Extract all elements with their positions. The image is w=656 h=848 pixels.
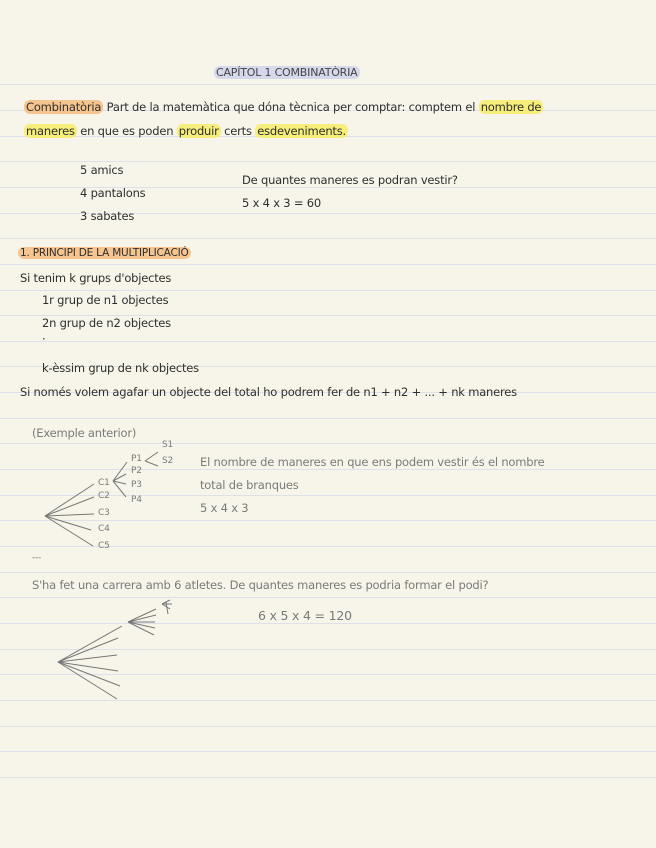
definition-text-3: certs xyxy=(220,124,256,138)
highlight-esdeveniments: esdeveniments. xyxy=(257,124,346,138)
section-line: Si només volem agafar un objecte del total ho podrem fer de n1 + n2 + ... + nk maneres xyxy=(20,385,517,399)
tree-label: C5 xyxy=(98,541,110,551)
answer-120: 6 x 5 x 4 = 120 xyxy=(258,608,352,623)
highlight-nombre: nombre de xyxy=(480,100,542,114)
tree-label: C3 xyxy=(98,508,110,518)
section-heading-text: 1. PRINCIPI DE LA MULTIPLICACIÓ xyxy=(20,247,189,259)
tree-label: S1 xyxy=(162,440,174,450)
tree-label: P3 xyxy=(131,480,142,490)
tree-label: S2 xyxy=(162,456,174,466)
section-line: · xyxy=(42,332,46,346)
clothing-tree xyxy=(45,452,158,546)
example-text-2: total de branques xyxy=(200,478,299,492)
definition-text-2: en que es poden xyxy=(76,124,177,138)
section-line: 1r grup de n1 objectes xyxy=(42,293,169,307)
example-text-1: El nombre de maneres en que ens podem vestir és el nombre xyxy=(200,455,545,469)
section-line: Si tenim k grups d'objectes xyxy=(20,271,172,285)
example-formula: 5 x 4 x 3 xyxy=(200,501,249,515)
tree-label: P1 xyxy=(131,454,142,464)
tree-label: P2 xyxy=(131,466,142,476)
highlight-produir: produir xyxy=(178,124,219,138)
tree-label: C2 xyxy=(98,491,110,501)
podium-tree xyxy=(58,600,172,699)
question-podi: S'ha fet una carrera amb 6 atletes. De quantes maneres es podria formar el podi? xyxy=(32,578,489,592)
item-pantalons: 4 pantalons xyxy=(80,186,146,200)
term-highlight: Combinatòria xyxy=(26,100,102,114)
item-sabates: 3 sabates xyxy=(80,209,135,223)
definition-text: Part de la matemàtica que dóna tècnica per comptar: comptem el xyxy=(103,100,479,114)
answer-60: 5 x 4 x 3 = 60 xyxy=(242,196,321,210)
section-line: k-èssim grup de nk objectes xyxy=(42,361,199,375)
tree-label: C1 xyxy=(98,478,110,488)
separator: --- xyxy=(32,553,42,563)
section-line: 2n grup de n2 objectes xyxy=(42,316,171,330)
tree-label: P4 xyxy=(131,495,142,505)
tree-label: C4 xyxy=(98,524,110,534)
example-label: (Exemple anterior) xyxy=(32,426,137,440)
highlight-maneres: maneres xyxy=(26,124,75,138)
item-amics: 5 amics xyxy=(80,163,124,177)
question-vestir: De quantes maneres es podran vestir? xyxy=(242,173,458,187)
title-text: CAPÍTOL 1 COMBINATÒRIA xyxy=(216,66,358,79)
